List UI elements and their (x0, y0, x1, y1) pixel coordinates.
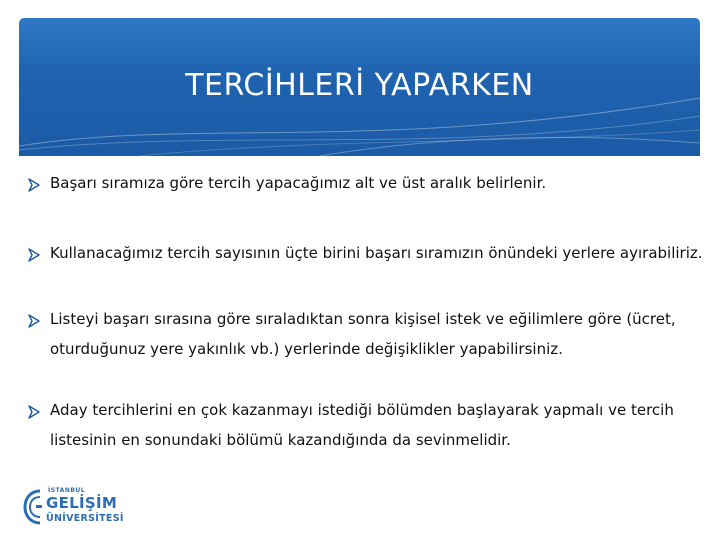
logo-mark-icon (22, 487, 44, 527)
bullet-text: Listeyi başarı sırasına göre sıraladıktan sonra kişisel istek ve eğilimlere göre (ücret, oturduğunuz yere yakınlık vb.) yerlerinde değişiklikler yapabilirsiniz. (50, 310, 676, 358)
arrow-bullet-icon (28, 314, 40, 328)
arrow-bullet-icon (28, 248, 40, 262)
bullet-text: Aday tercihlerini en çok kazanmayı istediği bölümden başlayarak yapmalı ve tercih listesinin en sonundaki bölümü kazandığında da sevinmelidir. (50, 401, 674, 449)
logo-line-3: ÜNİVERSİTESİ (46, 513, 124, 524)
slide-title: TERCİHLERİ YAPARKEN (185, 68, 534, 103)
logo-line-1: İSTANBUL (48, 487, 86, 494)
logo-line-2: GELİŞİM (46, 494, 118, 512)
university-logo (22, 487, 132, 527)
title-banner (19, 18, 700, 156)
arrow-bullet-icon (28, 178, 40, 192)
bullet-text: Kullanacağımız tercih sayısının üçte birini başarı sıramızın önündeki yerlere ayırabiliriz. (50, 244, 703, 262)
bullet-text: Başarı sıramıza göre tercih yapacağımız alt ve üst aralık belirlenir. (50, 174, 547, 192)
arrow-bullet-icon (28, 405, 40, 419)
